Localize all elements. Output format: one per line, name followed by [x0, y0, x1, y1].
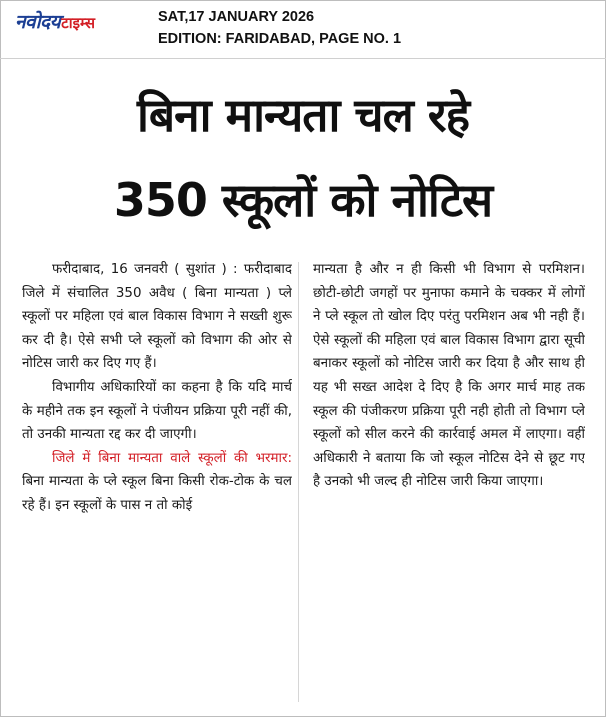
edition-info: EDITION: FARIDABAD, PAGE NO. 1: [158, 31, 402, 47]
newspaper-logo: [15, 8, 95, 34]
masthead: [0, 0, 606, 55]
masthead-divider: [0, 58, 606, 59]
article-paragraph-3-text: बिना मान्यता के प्ले स्कूल बिना किसी रोक-टोक के चल रहे हैं। इन स्कूलों के पास न तो कोई: [22, 474, 292, 513]
article-column-right: [313, 258, 585, 708]
article-subhead: जिले में बिना मान्यता वाले स्कूलों की भरमार:: [52, 450, 292, 466]
article-paragraph-1: फरीदाबाद, 16 जनवरी ( सुशांत ) : फरीदाबाद जिले में संचालित 350 अवैध ( बिना मान्यता ) प्ले स्कूलों पर महिला एवं बाल विकास विभाग ने सख्ती शुरू कर दी है। ऐसे सभी प्ले स्कूलों को विभाग की ओर से नोटिस जारी कर दिए गए हैं।: [22, 262, 292, 372]
column-divider: [298, 262, 299, 702]
logo-main-text: नवोदय: [15, 11, 61, 33]
article-paragraph-2: विभागीय अधिकारियों का कहना है कि यदि मार्च के महीने तक इन स्कूलों ने पंजीयन प्रक्रिया पूरी नहीं की, तो उनकी मान्यता रद्द कर दी जाएगी।: [22, 379, 292, 443]
issue-date: SAT,17 JANUARY 2026: [158, 9, 315, 25]
article-column-left: [22, 258, 292, 708]
article-paragraph-3: [22, 447, 292, 518]
headline-line-2: 350 स्कूलों को नोटिस: [113, 173, 493, 227]
article-paragraph-4: मान्यता है और न ही किसी भी विभाग से परमिशन। छोटी-छोटी जगहों पर मुनाफा कमाने के चक्कर में लोगों ने प्ले स्कूल तो खोल दिए परंतु परमिशन अब भी नही हैं। ऐसे स्कूलों की महिला एवं बाल विकास विभाग द्वारा सूची बनाकर स्कूलों को नोटिस जारी कर दिया है और साथ ही यह भी सख्त आदेश दे दिए है कि अगर मार्च माह तक स्कूल की पंजीकरण प्रक्रिया पूरी नही होती तो विभाग प्ले स्कूलों को सील करने की कार्रवाई अमल में लाएगा। वहीं अधिकारी ने बताया कि जो स्कूल नोटिस देने से छूट गए है उनको भी जल्द ही नोटिस जारी किया जाएगा।: [313, 262, 585, 490]
logo-sub-text: टाइम्स: [61, 14, 95, 32]
headline-line-1: बिना मान्यता चल रहे: [136, 88, 470, 142]
